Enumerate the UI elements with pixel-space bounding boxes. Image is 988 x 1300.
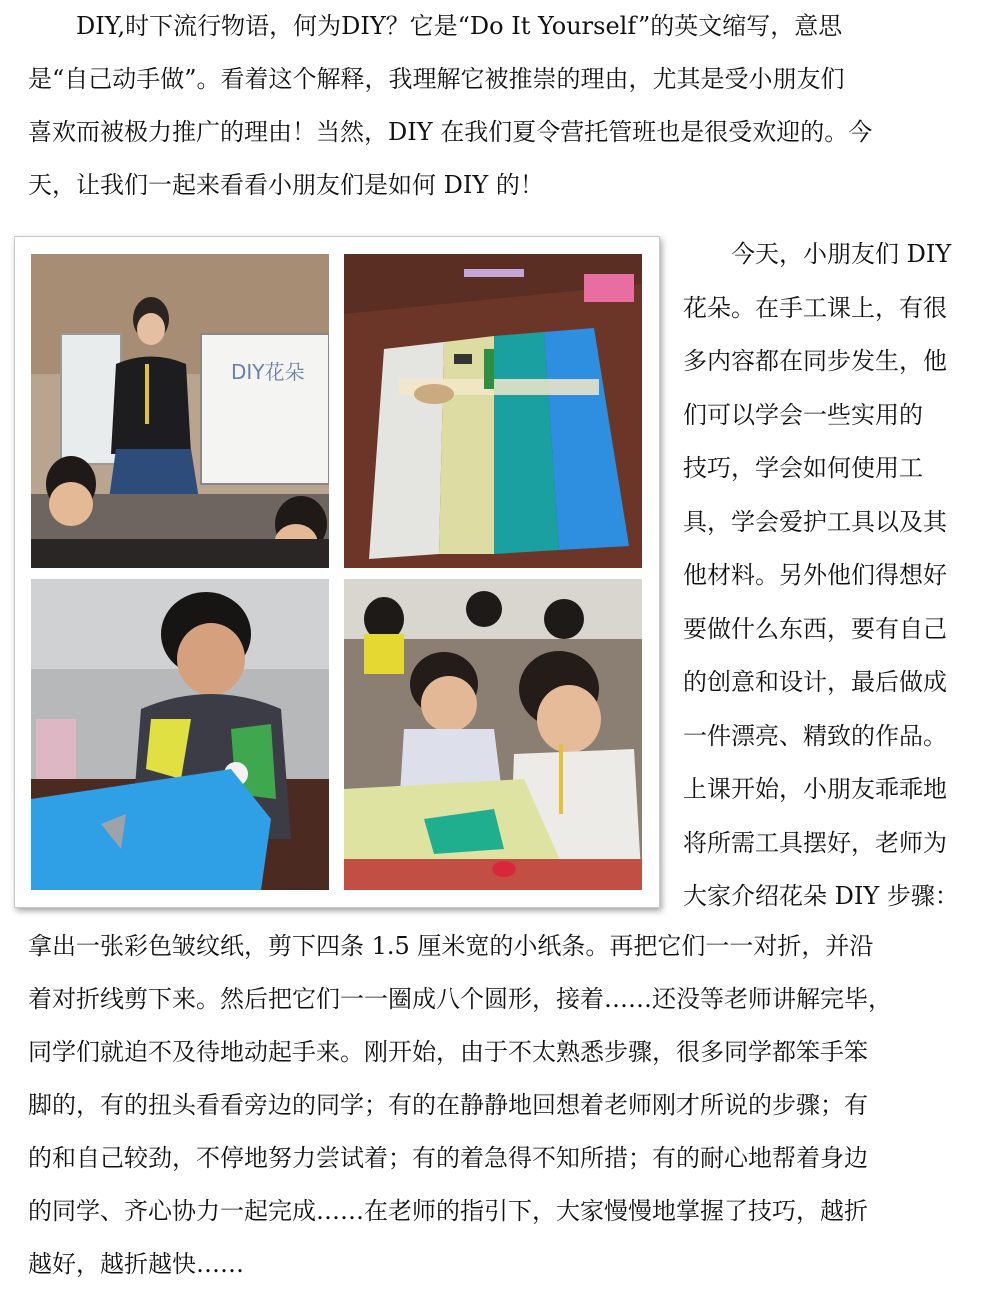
text-line: 将所需工具摆好，老师为 (683, 828, 947, 857)
text-line: 拿出一张彩色皱纹纸，剪下四条 1.5 厘米宽的小纸条。再把它们一一对折，并沿 (28, 932, 874, 960)
text-line: 上课开始，小朋友乖乖地 (683, 775, 947, 803)
text-line: 着对折线剪下来。然后把它们一一圈成八个圆形，接着……还没等老师讲解完毕， (28, 985, 892, 1013)
text-line: 喜欢而被极力推广的理由！当然，DIY 在我们夏令营托管班也是很受欢迎的。今 (28, 118, 873, 146)
photo-girls-crafting (344, 579, 642, 890)
text-line: 今天，小朋友们 DIY (683, 240, 952, 268)
text-line: 脚的，有的扭头看看旁边的同学；有的在静静地回想着老师刚才所说的步骤；有 (28, 1091, 868, 1119)
text-line: 同学们就迫不及待地动起手来。刚开始，由于不太熟悉步骤，很多同学都笨手笨 (28, 1038, 868, 1066)
side-paragraph (683, 228, 975, 924)
text-line: 的创意和设计，最后做成 (683, 668, 947, 696)
text-line: 是“自己动手做”。看着这个解释，我理解它被推崇的理由，尤其是受小朋友们 (28, 65, 845, 93)
photo-teacher-whiteboard (31, 254, 329, 568)
text-line: 天，让我们一起来看看小朋友们是如何 DIY 的！ (28, 171, 544, 199)
text-line: 越好，越折越快…… (28, 1250, 244, 1278)
text-line: 具，学会爱护工具以及其 (683, 507, 947, 536)
text-line: 们可以学会一些实用的 (683, 400, 923, 429)
intro-paragraph (28, 0, 972, 212)
text-line: 一件漂亮、精致的作品。 (683, 721, 947, 750)
text-line: 要做什么东西，要有自己 (683, 614, 947, 643)
photo-crepe-paper (344, 254, 642, 568)
text-line: 的和自己较劲，不停地努力尝试着；有的着急得不知所措；有的耐心地帮着身边 (28, 1144, 868, 1172)
text-line: 他材料。另外他们得想好 (683, 561, 947, 589)
text-line: 花朵。在手工课上，有很 (683, 293, 947, 322)
text-line: 的同学、齐心协力一起完成……在老师的指引下，大家慢慢地掌握了技巧，越折 (28, 1197, 868, 1225)
bottom-paragraph (28, 920, 972, 1291)
text-line: DIY,时下流行物语，何为DIY？它是“Do It Yourself”的英文缩写，意思 (28, 12, 843, 40)
text-line: 多内容都在同步发生，他 (683, 347, 947, 375)
photo-boy-cutting (31, 579, 329, 890)
photo-collage (14, 236, 660, 908)
text-line: 大家介绍花朵 DIY 步骤： (683, 882, 959, 910)
text-line: 技巧，学会如何使用工 (683, 454, 923, 482)
whiteboard-text: DIY花朵 (231, 360, 305, 384)
